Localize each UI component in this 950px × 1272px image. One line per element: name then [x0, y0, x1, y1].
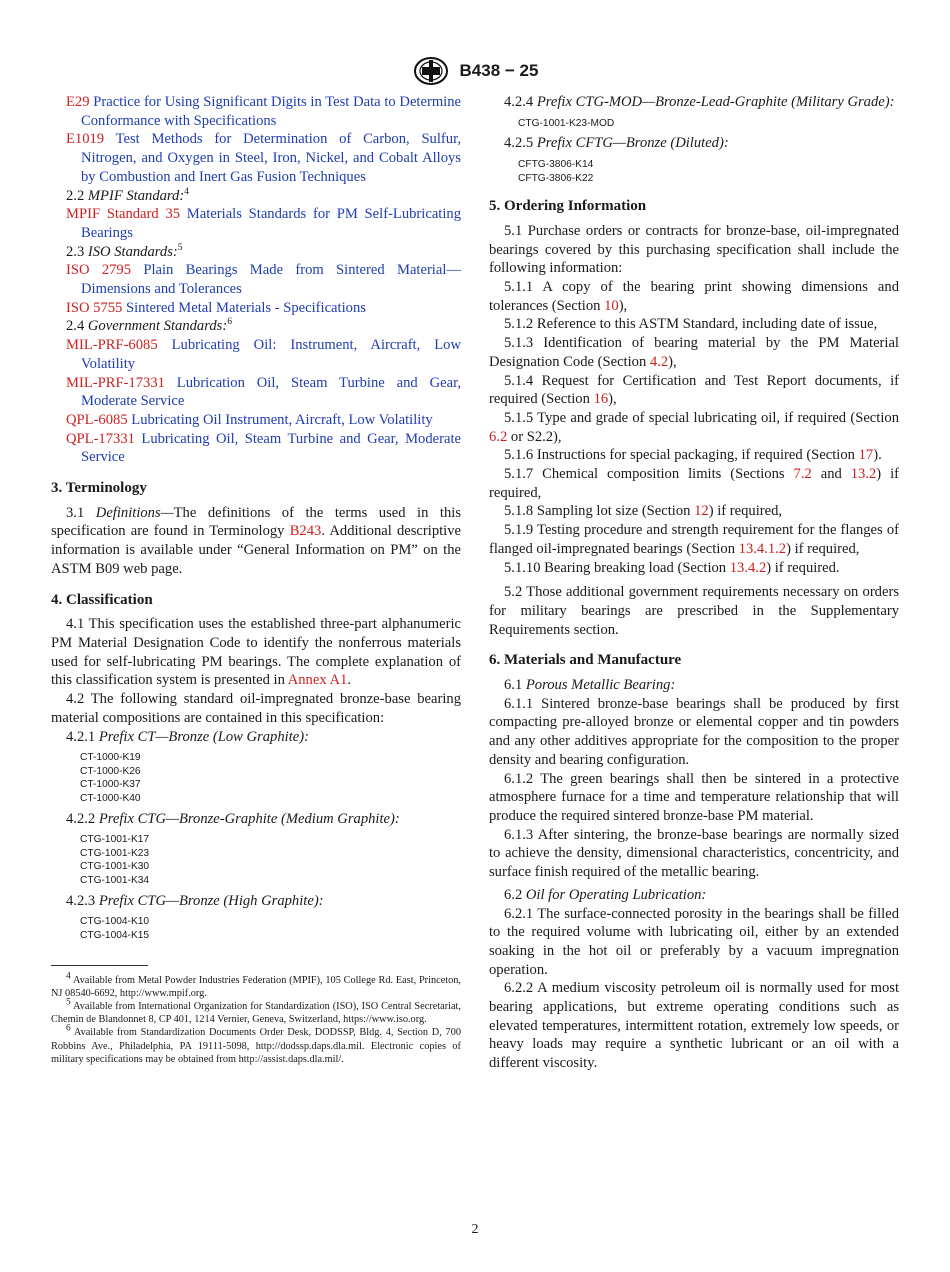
section-link[interactable]: 6.2	[489, 428, 508, 445]
reference-item	[51, 205, 461, 242]
item-5-1-10: 5.1.10 Bearing breaking load (Section 13.4.2) if required.	[504, 559, 840, 576]
section-link[interactable]: 12	[694, 503, 709, 520]
reference-code-link[interactable]: MPIF Standard 35	[66, 206, 181, 223]
reference-code-link[interactable]: ISO 5755	[66, 299, 123, 316]
gov-subheading: 2.4 Government Standards:$^6$	[66, 317, 232, 335]
footnote: 5 Available from International Organization for Standardization (ISO), ISO Central Secretariat, Chemin de Blandonnet 8, CP 401, 1214 Vernier, Geneva, Switzerland, https://www.iso.org.	[51, 997, 461, 1026]
item-5-1-5: 5.1.5 Type and grade of special lubricating oil, if required (Section 6.2 or S2.2),	[489, 409, 899, 445]
material-code-list	[51, 751, 461, 805]
subsection-4-2-2: 4.2.2 Prefix CTG—Bronze-Graphite (Medium Graphite):	[66, 810, 400, 827]
footnote-divider	[51, 965, 148, 966]
section-link[interactable]: 4.2	[649, 353, 669, 370]
material-code-list	[489, 117, 899, 131]
paragraph-5-2: 5.2 Those additional government requirements necessary on orders for military bearings are prescribed in the Supplementary Requirements section.	[489, 584, 899, 638]
section-link[interactable]: 17	[858, 447, 874, 464]
page-header	[0, 56, 950, 86]
material-code: CTG-1001-K34	[80, 875, 150, 887]
item-5-1-4: 5.1.4 Request for Certification and Test Report documents, if required (Section 16),	[489, 372, 899, 408]
left-column	[51, 93, 461, 1066]
section-link[interactable]: 13.4.2	[729, 559, 767, 576]
reference-title-link[interactable]: Practice for Using Significant Digits in Test Data to Determine Conformance with Specifications	[81, 94, 461, 129]
material-code: CTG-1004-K10	[80, 916, 150, 928]
material-code-list	[489, 158, 899, 185]
material-code: CFTG-3806-K14	[518, 159, 594, 170]
subsection-6-2: 6.2 Oil for Operating Lubrication:	[504, 886, 707, 903]
reference-title-link[interactable]: Lubricating Oil: Instrument, Aircraft, Low Volatility	[81, 337, 461, 372]
item-5-1-9: 5.1.9 Testing procedure and strength requirement for the flanges of flanged oil-impregnated bearings (Section 13.4.1.2) if required,	[489, 522, 899, 557]
footnote-marker: 6	[227, 317, 232, 328]
reference-code-link[interactable]: QPL-6085	[66, 411, 128, 428]
section-link[interactable]: 16	[593, 391, 609, 408]
reference-title-link[interactable]: Test Methods for Determination of Carbon, Sulfur, Nitrogen, and Oxygen in Steel, Iron, Nickel, and Cobalt Alloys by Combustion and Inert Gas Fusion Techniques	[81, 131, 461, 185]
item-5-1-3: 5.1.3 Identification of bearing material by the PM Material Designation Code (Section 4.2),	[489, 335, 899, 370]
reference-code-link[interactable]: MIL-PRF-17331	[66, 374, 165, 391]
footnote: 4 Available from Metal Powder Industries Federation (MPIF), 105 College Rd. East, Princeton, NJ 08540-6692, http://www.mpif.org.	[51, 971, 461, 999]
footnote-marker: 5	[177, 242, 183, 253]
item-5-1-1: 5.1.1 A copy of the bearing print showing dimensions and tolerances (Section 10),	[489, 279, 899, 314]
material-code: CT-1000-K40	[80, 792, 141, 804]
material-code: CT-1000-K19	[80, 752, 141, 764]
astm-logo-icon	[412, 56, 450, 86]
reference-title-link[interactable]: Plain Bearings Made from Sintered Material—Dimensions and Tolerances	[81, 262, 461, 298]
document-designation: B438 − 25	[459, 61, 539, 80]
paragraph-5-1: 5.1 Purchase orders or contracts for bronze-base, oil-impregnated bearings covered by this purchasing specification shall include the following information:	[489, 222, 899, 277]
subsection-6-1: 6.1 Porous Metallic Bearing:	[504, 677, 676, 694]
paragraph-3-1: 3.1 Definitions—The definitions of the terms used in this specification are found in Terminology B243. Additional descriptive information is available under “General Information on PM” on the ASTM B09 web page.	[51, 504, 462, 577]
subsection-4-2-5: 4.2.5 Prefix CFTG—Bronze (Diluted):	[504, 135, 729, 152]
paragraph-6-2-1: 6.2.1 The surface-connected porosity in the bearings shall be filled to the required volume with lubricating oil, either by an extended soaking in the hot oil or preferably by a vacuum impregnation operation.	[489, 905, 899, 978]
material-code: CFTG-3806-K22	[518, 172, 594, 184]
item-5-1-8: 5.1.8 Sampling lot size (Section 12) if required,	[504, 503, 783, 520]
reference-code-link[interactable]: ISO 2795	[66, 262, 132, 279]
reference-code-link[interactable]: QPL-17331	[66, 430, 135, 447]
paragraph-6-1-3: 6.1.3 After sintering, the bronze-base bearings are normally sized to achieve the density, dimensional characteristics, concentricity, and surface finish required of the metallic bearing.	[489, 826, 899, 881]
reference-code-link[interactable]: E29	[66, 94, 90, 110]
reference-item	[51, 93, 461, 130]
section-link[interactable]: 13.2	[850, 466, 877, 483]
material-code: CT-1000-K37	[80, 779, 141, 791]
reference-item	[51, 336, 461, 373]
material-code-list	[51, 833, 461, 887]
footnote: 6 Available from Standardization Documents Order Desk, DODSSP, Bldg. 4, Section D, 700 Robbins Ave., Philadelphia, PA 19111-5098, http://dodssp.daps.dla.mil. Electronic copies of military specifications may be obtained from http://assist.daps.dla.mil/.	[51, 1023, 461, 1065]
reference-title-link[interactable]: Lubrication Oil, Steam Turbine and Gear, Moderate Service	[81, 374, 461, 410]
reference-item	[51, 411, 461, 430]
subsection-4-2-3: 4.2.3 Prefix CTG—Bronze (High Graphite):	[66, 892, 324, 909]
paragraph-6-2-2: 6.2.2 A medium viscosity petroleum oil is normally used for most bearing applications, but extreme operating conditions such as elevated temperatures, intermittent rotation, extremely low speeds, or heavy loads may require a synthetic lubricant or an oil with a different viscosity.	[489, 980, 899, 1072]
material-code: CTG-1001-K17	[80, 834, 150, 846]
footnote-marker: 4	[184, 186, 189, 197]
section-heading-terminology: 3. Terminology	[51, 480, 147, 497]
material-code-list	[51, 915, 461, 942]
item-5-1-6: 5.1.6 Instructions for special packaging, if required (Section 17).	[504, 447, 882, 464]
material-code: CT-1000-K26	[80, 765, 141, 777]
section-link[interactable]: 7.2	[793, 466, 812, 483]
annex-link[interactable]: Annex A1	[287, 672, 348, 689]
reference-code-link[interactable]: E1019	[66, 131, 105, 148]
page-number: 2	[471, 1222, 479, 1237]
section-heading-ordering: 5. Ordering Information	[489, 198, 647, 215]
paragraph-4-2: 4.2 The following standard oil-impregnated bronze-base bearing material compositions are contained in this specification:	[51, 691, 461, 726]
material-code: CTG-1004-K15	[80, 929, 150, 941]
reference-title-link[interactable]: Lubricating Oil Instrument, Aircraft, Low Volatility	[127, 411, 433, 428]
section-link[interactable]: 13.4.1.2	[738, 540, 787, 557]
reference-item	[51, 299, 461, 318]
item-5-1-7: 5.1.7 Chemical composition limits (Sections 7.2 and 13.2) if required,	[489, 466, 899, 501]
material-code: CTG-1001-K23-MOD	[518, 117, 615, 129]
iso-subheading: 2.3 ISO Standards:$^5$	[66, 242, 183, 260]
section-link[interactable]: B243	[289, 523, 322, 540]
material-code: CTG-1001-K30	[80, 861, 150, 873]
reference-code-link[interactable]: MIL-PRF-6085	[66, 337, 158, 354]
item-5-1-2: 5.1.2 Reference to this ASTM Standard, including date of issue,	[504, 316, 878, 333]
paragraph-4-1: 4.1 This specification uses the established three-part alphanumeric PM Material Designation Code to identify the nonferrous materials used for self-lubricating PM bearings. The complete explanation of this classification system is presented in Annex A1.	[51, 616, 461, 689]
subsection-4-2-1: 4.2.1 Prefix CT—Bronze (Low Graphite):	[66, 728, 309, 745]
reference-item	[51, 374, 461, 411]
reference-title-link[interactable]: Materials Standards for PM Self-Lubricating Bearings	[81, 206, 462, 241]
section-link[interactable]: 10	[604, 297, 619, 314]
subsection-4-2-4: 4.2.4 Prefix CTG-MOD—Bronze-Lead-Graphite (Military Grade):	[504, 94, 895, 110]
reference-title-link[interactable]: Lubricating Oil, Steam Turbine and Gear, Moderate Service	[81, 430, 461, 466]
paragraph-6-1-2: 6.1.2 The green bearings shall then be sintered in a protective atmosphere furnace for a time and temperature relationship that will produce the required sintered bronze-base PM material.	[489, 770, 899, 824]
right-column	[489, 93, 899, 1073]
reference-title-link[interactable]: Sintered Metal Materials - Specifications	[122, 299, 366, 316]
section-heading-materials: 6. Materials and Manufacture	[489, 652, 682, 669]
material-code: CTG-1001-K23	[80, 847, 150, 859]
mpif-subheading: 2.2 MPIF Standard:$^4$	[66, 186, 189, 204]
paragraph-6-1-1: 6.1.1 Sintered bronze-base bearings shall be produced by first compacting pre-alloyed bronze or elemental copper and tin powders and any other additives appropriate for the composition to the proper density and bearing configuration.	[489, 695, 899, 768]
reference-item	[51, 130, 461, 186]
section-heading-classification: 4. Classification	[51, 591, 153, 608]
reference-item	[51, 261, 461, 298]
reference-item	[51, 430, 461, 467]
